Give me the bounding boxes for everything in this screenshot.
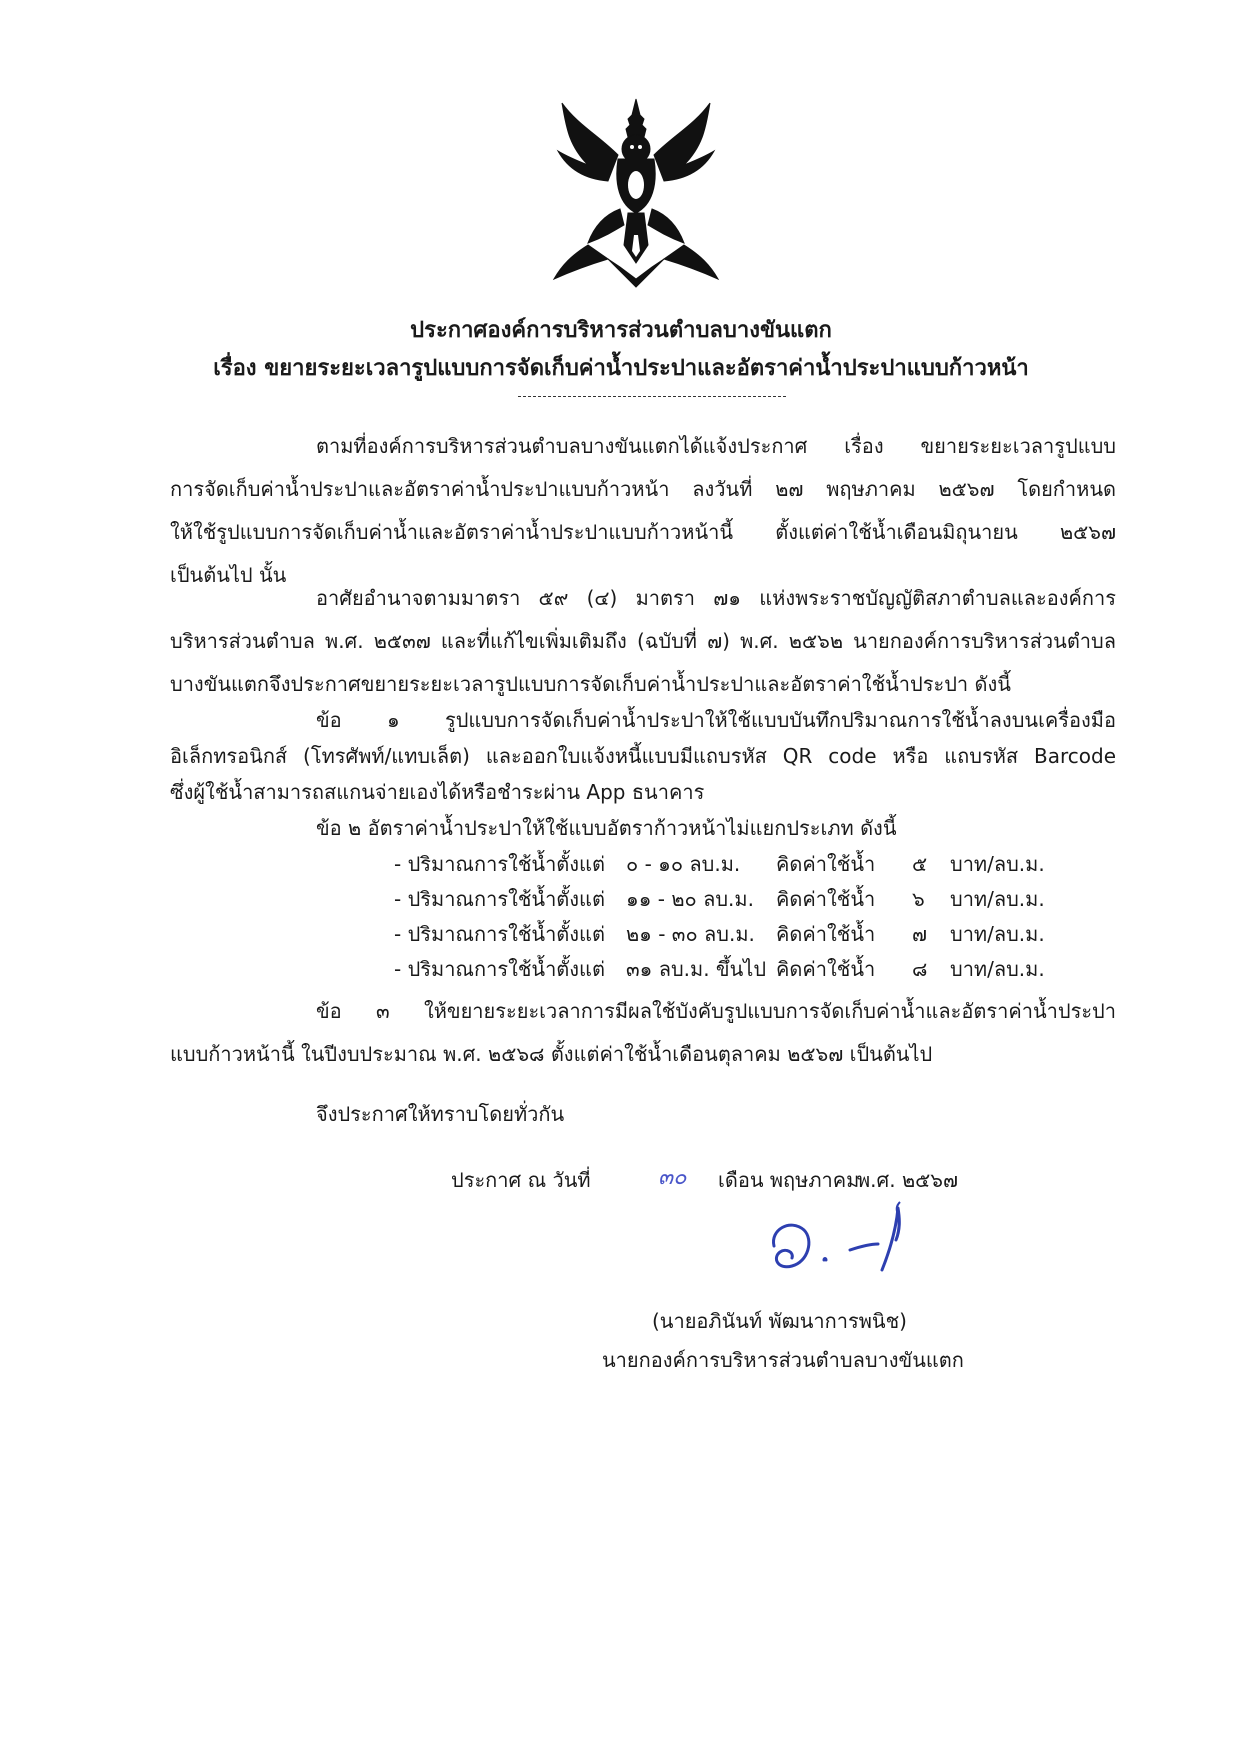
rate-charge: คิดค่าใช้น้ำ [776, 957, 876, 981]
rate-price: ๗ [912, 922, 928, 946]
rate-range: ๓๑ ลบ.ม. ขึ้นไป [626, 957, 767, 981]
rate-row [394, 850, 1054, 878]
item-1-line-1: ข้อ ๑ รูปแบบการจัดเก็บค่าน้ำประปาให้ใช้แบบบันทึกปริมาณการใช้น้ำลงบนเครื่องมือ [316, 708, 1116, 732]
rate-price: ๕ [912, 852, 928, 876]
item-1-line-3: ซึ่งผู้ใช้น้ำสามารถสแกนจ่ายเองได้หรือชำระผ่าน App ธนาคาร [170, 780, 705, 804]
paragraph-2-line-2: บริหารส่วนตำบล พ.ศ. ๒๕๓๗ และที่แก้ไขเพิ่มเติมถึง (ฉบับที่ ๗) พ.ศ. ๒๕๖๒ นายกองค์การบริหารส่วนตำบล [170, 629, 1116, 653]
paragraph-1-line-1: ตามที่องค์การบริหารส่วนตำบลบางขันแตกได้แจ้งประกาศ เรื่อง ขยายระยะเวลารูปแบบ [316, 434, 1116, 458]
rate-unit: บาท/ลบ.ม. [950, 887, 1045, 911]
garuda-emblem-icon [548, 95, 724, 291]
title-divider [518, 396, 786, 397]
item-1-line-2: อิเล็กทรอนิกส์ (โทรศัพท์/แทบเล็ต) และออกใบแจ้งหนี้แบบมีแถบรหัส QR code หรือ แถบรหัส Barcode [170, 744, 1116, 768]
rate-unit: บาท/ลบ.ม. [950, 957, 1045, 981]
rate-unit: บาท/ลบ.ม. [950, 852, 1045, 876]
paragraph-1-line-3: ให้ใช้รูปแบบการจัดเก็บค่าน้ำและอัตราค่าน้ำประปาแบบก้าวหน้านี้ ตั้งแต่ค่าใช้น้ำเดือนมิถุนายน ๒๕๖๗ [170, 520, 1116, 544]
rate-label: - ปริมาณการใช้น้ำตั้งแต่ [394, 852, 605, 876]
signatory-name: (นายอภินันท์ พัฒนาการพนิช) [652, 1309, 907, 1333]
rate-price: ๘ [912, 957, 928, 981]
handwritten-signature-icon [750, 1200, 920, 1290]
rate-label: - ปริมาณการใช้น้ำตั้งแต่ [394, 922, 605, 946]
signatory-position: นายกองค์การบริหารส่วนตำบลบางขันแตก [602, 1348, 964, 1372]
paragraph-2-line-3: บางขันแตกจึงประกาศขยายระยะเวลารูปแบบการจัดเก็บค่าน้ำประปาและอัตราค่าใช้น้ำประปา ดังนี้ [170, 672, 1011, 696]
dateline-day: ๓๐ [658, 1165, 687, 1190]
rate-charge: คิดค่าใช้น้ำ [776, 887, 876, 911]
subject-line: เรื่อง ขยายระยะเวลารูปแบบการจัดเก็บค่าน้ำประปาและอัตราค่าน้ำประปาแบบก้าวหน้า [213, 356, 1029, 381]
closing-statement: จึงประกาศให้ทราบโดยทั่วกัน [316, 1102, 565, 1126]
rate-row [394, 955, 1054, 983]
rate-row [394, 920, 1054, 948]
rate-row [394, 885, 1054, 913]
item-3-line-2: แบบก้าวหน้านี้ ในปีงบประมาณ พ.ศ. ๒๕๖๘ ตั้งแต่ค่าใช้น้ำเดือนตุลาคม ๒๕๖๗ เป็นต้นไป [170, 1042, 933, 1066]
dateline-year: พ.ศ. ๒๕๖๗ [857, 1168, 959, 1192]
rate-charge: คิดค่าใช้น้ำ [776, 852, 876, 876]
rate-price: ๖ [912, 887, 925, 911]
rate-range: ๐ - ๑๐ ลบ.ม. [626, 852, 741, 876]
paragraph-2-line-1: อาศัยอำนาจตามมาตรา ๕๙ (๔) มาตรา ๗๑ แห่งพระราชบัญญัติสภาตำบลและองค์การ [316, 586, 1116, 610]
rate-label: - ปริมาณการใช้น้ำตั้งแต่ [394, 957, 605, 981]
item-3-line-1: ข้อ ๓ ให้ขยายระยะเวลาการมีผลใช้บังคับรูปแบบการจัดเก็บค่าน้ำและอัตราค่าน้ำประปา [316, 999, 1116, 1023]
paragraph-1-line-4: เป็นต้นไป นั้น [170, 563, 287, 587]
item-2-heading: ข้อ ๒ อัตราค่าน้ำประปาให้ใช้แบบอัตราก้าวหน้าไม่แยกประเภท ดังนี้ [316, 816, 897, 840]
rate-range: ๑๑ - ๒๐ ลบ.ม. [626, 887, 754, 911]
rate-label: - ปริมาณการใช้น้ำตั้งแต่ [394, 887, 605, 911]
dateline-prefix: ประกาศ ณ วันที่ [451, 1168, 591, 1192]
dateline-month: เดือน พฤษภาคม [718, 1168, 860, 1192]
rate-unit: บาท/ลบ.ม. [950, 922, 1045, 946]
rate-range: ๒๑ - ๓๐ ลบ.ม. [626, 922, 755, 946]
paragraph-1-line-2: การจัดเก็บค่าน้ำประปาและอัตราค่าน้ำประปาแบบก้าวหน้า ลงวันที่ ๒๗ พฤษภาคม ๒๕๖๗ โดยกำหนด [170, 477, 1116, 501]
page-title: ประกาศองค์การบริหารส่วนตำบลบางขันแตก [410, 318, 832, 343]
rate-charge: คิดค่าใช้น้ำ [776, 922, 876, 946]
